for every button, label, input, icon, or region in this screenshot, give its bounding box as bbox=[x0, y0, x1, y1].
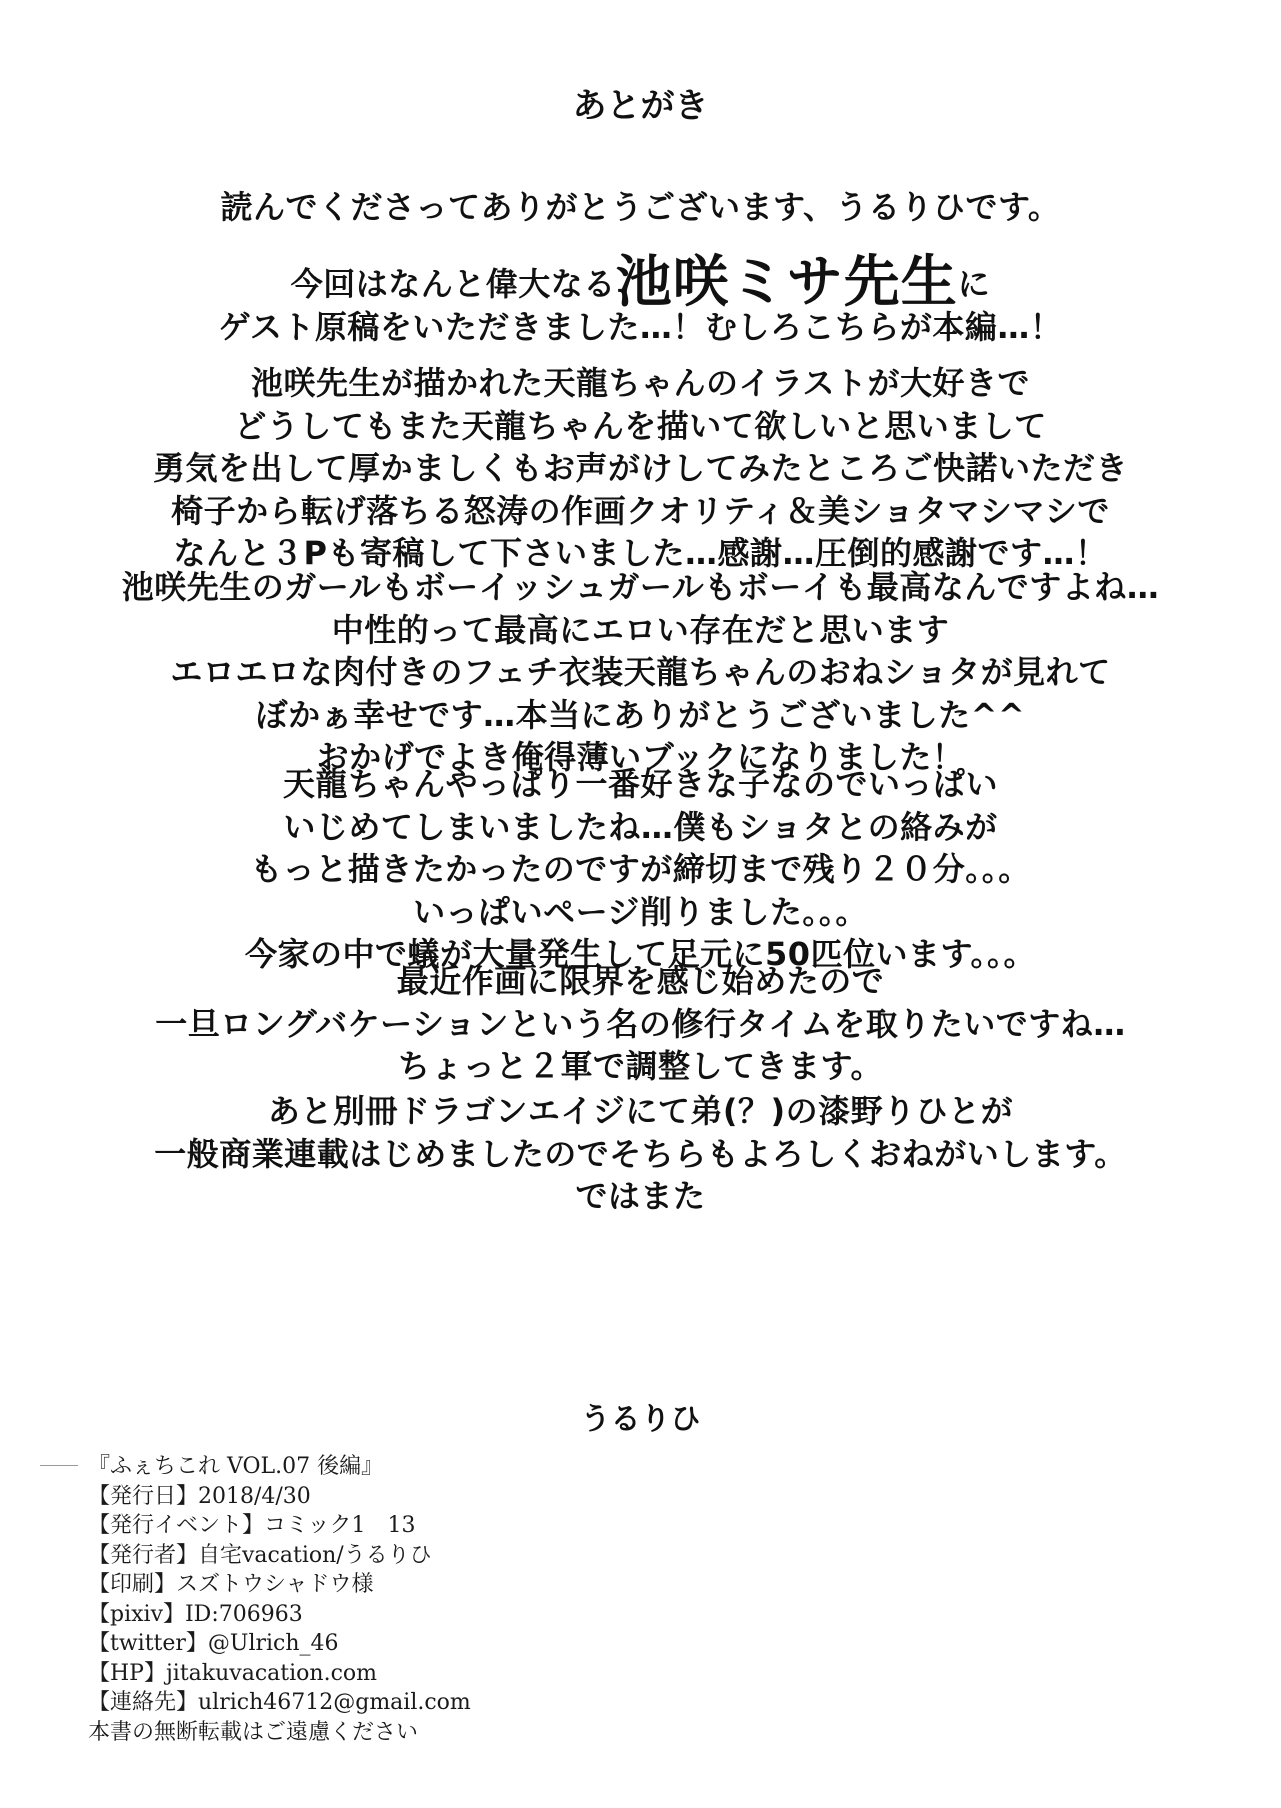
text-line: いっぱいページ削りました。。。 bbox=[413, 892, 868, 931]
paragraph-guest bbox=[0, 250, 1281, 348]
text-line: 最近作画に限界を感じ始めたので bbox=[396, 962, 885, 1000]
colophon bbox=[88, 1452, 648, 1747]
author-signature: うるりひ bbox=[580, 1402, 701, 1437]
text-line: 一般商業連載はじめましたのでそちらもよろしくおねがいします。 bbox=[154, 1134, 1127, 1173]
text-line: エロエロな肉付きのフェチ衣装天龍ちゃんのおねショタが見れて bbox=[170, 653, 1111, 691]
divider bbox=[40, 1465, 78, 1466]
text-line: おかげでよき俺得薄いブックになりました！ bbox=[316, 738, 965, 776]
text-line: 勇気を出して厚かましくもお声がけしてみたところご快諾いただき bbox=[152, 449, 1128, 487]
paragraph-praise bbox=[0, 566, 1281, 779]
paragraph-deadline bbox=[0, 763, 1281, 976]
colophon-contact: 【連絡先】ulrich46712@gmail.com bbox=[88, 1690, 471, 1715]
text-line: 中性的って最高にエロい存在だと思います bbox=[331, 610, 950, 649]
text-line: 池咲先生のガールもボーイッシュガールもボーイも最高なんですよね… bbox=[121, 568, 1160, 606]
paragraph-thanks bbox=[0, 186, 1281, 229]
text-line: 読んでくださってありがとうございます、うるりひです。 bbox=[220, 188, 1061, 226]
colophon-twitter: 【twitter】@Ulrich_46 bbox=[88, 1631, 339, 1656]
text-line: 椅子から転げ落ちる怒涛の作画クオリティ＆美ショタマシマシで bbox=[171, 491, 1110, 530]
text-line: どうしてもまた天龍ちゃんを描いて欲しいと思いまして bbox=[234, 406, 1047, 445]
paragraph-story bbox=[0, 362, 1281, 575]
colophon-date: 【発行日】2018/4/30 bbox=[88, 1483, 311, 1509]
text-line: ぼかぁ幸せです…本当にありがとうございました^^ bbox=[255, 695, 1026, 734]
paragraph-announcement bbox=[0, 1090, 1281, 1218]
text-line: 今家の中で蟻が大量発生して足元に50匹位います。。。 bbox=[245, 935, 1036, 973]
text-line bbox=[0, 250, 1281, 315]
text-line: いじめてしまいましたね…僕もショタとの絡みが bbox=[283, 807, 998, 846]
page-title: あとがき bbox=[572, 86, 709, 126]
text-line: なんと３Pも寄稿して下さいました…感謝…圧倒的感謝です…！ bbox=[173, 534, 1108, 572]
paragraph-vacation bbox=[0, 960, 1281, 1088]
colophon-event: 【発行イベント】コミック1 13 bbox=[88, 1513, 416, 1538]
text-line: もっと描きたかったのですが締切まで残り２０分。。。 bbox=[250, 850, 1031, 888]
guest-artist-name: 池咲ミサ先生 bbox=[615, 250, 958, 315]
colophon-publisher: 【発行者】自宅vacation/うるりひ bbox=[88, 1542, 432, 1568]
text-line: ちょっと２軍で調整してきます。 bbox=[398, 1047, 883, 1085]
text-line: 池咲先生が描かれた天龍ちゃんのイラストが大好きで bbox=[250, 364, 1031, 402]
text-line: 一旦ロングバケーションという名の修行タイムを取りたいですね… bbox=[155, 1004, 1126, 1043]
colophon-homepage: 【HP】jitakuvacation.com bbox=[88, 1660, 377, 1686]
text-line: 天龍ちゃんやっぱり一番好きな子なのでいっぱい bbox=[282, 765, 998, 803]
colophon-title: 『ふぇちこれ VOL.07 後編』 bbox=[88, 1454, 384, 1479]
colophon-printer: 【印刷】スズトウシャドウ様 bbox=[88, 1572, 374, 1597]
text-fragment: に bbox=[957, 265, 991, 303]
text-line: ではまた bbox=[575, 1177, 706, 1215]
text-line: ゲスト原稿をいただきました…！むしろこちらが本編…！ bbox=[218, 307, 1063, 346]
colophon-notice: 本書の無断転載はご遠慮ください bbox=[88, 1719, 419, 1745]
colophon-pixiv: 【pixiv】ID:706963 bbox=[88, 1601, 303, 1627]
text-line: あと別冊ドラゴンエイジにて弟(？)の漆野りひとが bbox=[267, 1092, 1014, 1130]
text-fragment: 今回はなんと偉大なる bbox=[290, 265, 616, 303]
